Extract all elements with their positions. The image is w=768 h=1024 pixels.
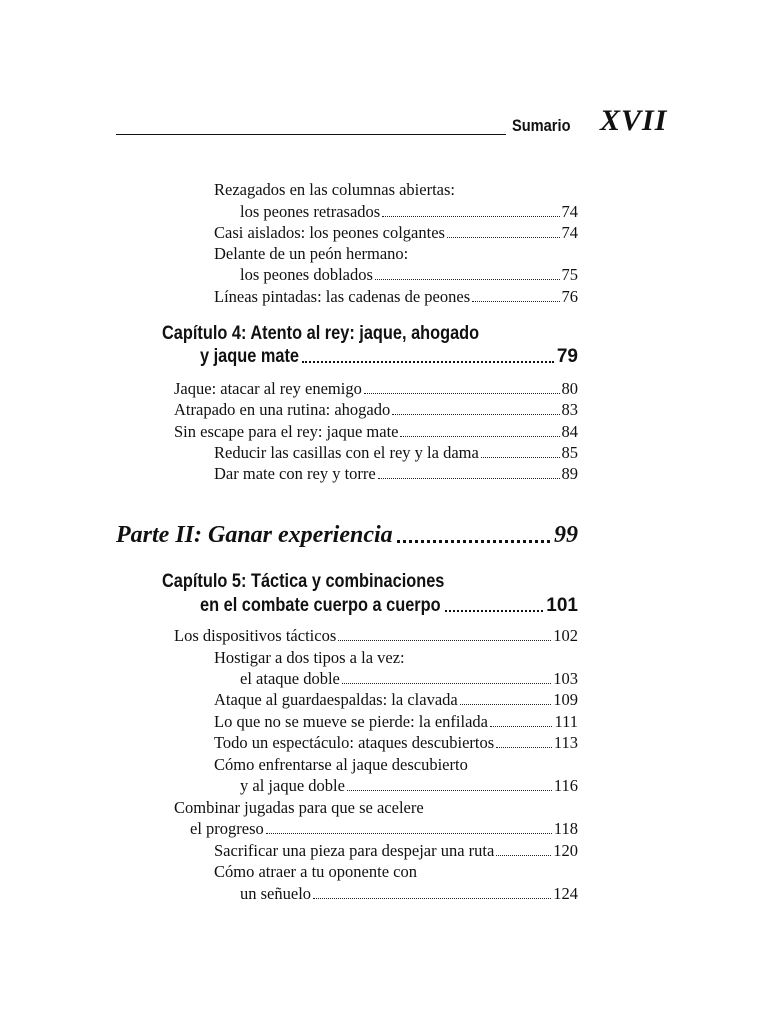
toc-entry: Delante de un peón hermano: [214, 244, 409, 263]
toc-entry-page: 111 [554, 712, 578, 731]
toc-entry-page: 85 [561, 443, 578, 462]
toc-entry-title: Los dispositivos tácticos [174, 626, 337, 645]
toc-entry-title: los peones doblados [240, 265, 373, 284]
toc-entry [174, 422, 578, 442]
dot-leader [490, 726, 552, 727]
dot-leader [460, 704, 552, 705]
chapter-heading-entry [200, 594, 578, 618]
dot-leader [364, 393, 560, 394]
part-heading-page: 99 [554, 522, 578, 548]
toc-entry: Cómo enfrentarse al jaque descubierto [214, 755, 468, 774]
toc-entry-title: el progreso [190, 819, 264, 838]
toc-entry-page: 89 [561, 464, 578, 483]
part-heading-entry [116, 520, 578, 550]
chapter-heading: Capítulo 5: Táctica y combinaciones [162, 571, 445, 592]
dot-leader [382, 216, 559, 217]
toc-entry [190, 819, 578, 839]
dot-leader [375, 279, 560, 280]
toc-entry-page: 118 [553, 819, 578, 838]
dot-leader [302, 361, 554, 363]
toc-entry-page: 74 [561, 202, 578, 221]
toc-entry [240, 669, 578, 689]
toc-entry: Combinar jugadas para que se acelere [174, 798, 424, 817]
chapter-heading-page: 101 [546, 595, 578, 616]
dot-leader [392, 414, 559, 415]
toc-entry-page: 113 [553, 733, 578, 752]
chapter-heading-title: en el combate cuerpo a cuerpo [200, 595, 441, 616]
toc-entry: Hostigar a dos tipos a la vez: [214, 648, 405, 667]
toc-entry-title: Todo un espectáculo: ataques descubiertos [214, 733, 495, 752]
chapter-heading-page: 79 [556, 346, 578, 367]
toc-entry-title: un señuelo [240, 884, 312, 903]
toc-entry-title: Sacrificar una pieza para despejar una ruta [214, 841, 495, 860]
toc-entry-page: 84 [561, 422, 578, 441]
toc-entry-page: 75 [561, 265, 578, 284]
toc-entry: Rezagados en las columnas abiertas: [214, 180, 455, 199]
toc-entry-page: 80 [561, 379, 578, 398]
toc-entry [240, 776, 578, 796]
toc-entry-page: 76 [561, 287, 578, 306]
dot-leader [447, 237, 560, 238]
chapter-heading-title: y jaque mate [200, 346, 299, 367]
toc-entry [214, 690, 578, 710]
toc-entry [214, 841, 578, 861]
dot-leader [313, 898, 551, 899]
toc-entry-page: 124 [553, 884, 578, 903]
toc-entry-page: 120 [553, 841, 578, 860]
header-rule [116, 134, 506, 135]
toc-entry-title: Jaque: atacar al rey enemigo [174, 379, 362, 398]
dot-leader [397, 540, 550, 543]
toc-entry-page: 74 [561, 223, 578, 242]
header-section-title: Sumario [512, 116, 571, 135]
chapter-heading: Capítulo 4: Atento al rey: jaque, ahogado [162, 323, 480, 344]
toc-entry [240, 202, 578, 222]
toc-entry-title: Ataque al guardaespaldas: la clavada [214, 690, 458, 709]
toc-entry-title: el ataque doble [240, 669, 340, 688]
dot-leader [472, 301, 559, 302]
dot-leader [481, 457, 560, 458]
dot-leader [266, 833, 552, 834]
dot-leader [445, 610, 543, 612]
toc-entry-page: 109 [553, 690, 578, 709]
toc-entry-page: 116 [553, 776, 578, 795]
toc-entry [214, 223, 578, 243]
toc-entry-title: Líneas pintadas: las cadenas de peones [214, 287, 471, 306]
toc-entry [214, 464, 578, 484]
toc-entry [240, 884, 578, 904]
toc-entry-title: y al jaque doble [240, 776, 345, 795]
dot-leader [496, 855, 551, 856]
toc-entry [174, 626, 578, 646]
toc-entry-title: Sin escape para el rey: jaque mate [174, 422, 399, 441]
dot-leader [400, 436, 559, 437]
dot-leader [342, 683, 551, 684]
toc-entry [214, 443, 578, 463]
toc-entry [214, 287, 578, 307]
toc-entry [240, 265, 578, 285]
header-page-number: XVII [600, 104, 668, 137]
toc-entry-title: Atrapado en una rutina: ahogado [174, 400, 391, 419]
toc-entry-title: Dar mate con rey y torre [214, 464, 376, 483]
dot-leader [378, 478, 560, 479]
toc-entry-page: 103 [553, 669, 578, 688]
toc-entry-title: Casi aislados: los peones colgantes [214, 223, 445, 242]
dot-leader [338, 640, 551, 641]
toc-entry-title: los peones retrasados [240, 202, 381, 221]
toc-entry [174, 379, 578, 399]
dot-leader [347, 790, 552, 791]
part-heading-title: Parte II: Ganar experiencia [116, 522, 393, 548]
toc-entry [214, 733, 578, 753]
toc-entry [214, 712, 578, 732]
toc-entry: Cómo atraer a tu oponente con [214, 862, 417, 881]
toc-entry [174, 400, 578, 420]
toc-entry-title: Lo que no se mueve se pierde: la enfilada [214, 712, 488, 731]
toc-entry-title: Reducir las casillas con el rey y la dama [214, 443, 479, 462]
toc-entry-page: 102 [553, 626, 578, 645]
chapter-heading-entry [200, 345, 578, 369]
dot-leader [496, 747, 552, 748]
toc-entry-page: 83 [561, 400, 578, 419]
